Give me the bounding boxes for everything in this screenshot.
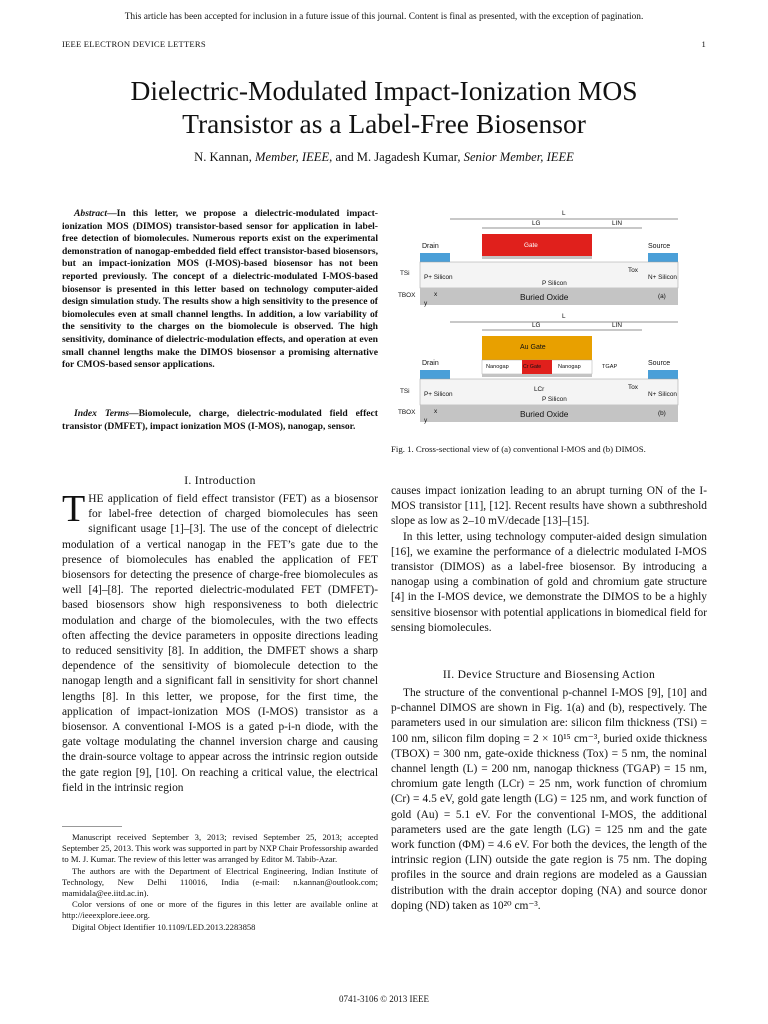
footnote-doi: Digital Object Identifier 10.1109/LED.2013.2283858 bbox=[72, 921, 256, 932]
paper-title bbox=[0, 74, 768, 140]
source-contact-b bbox=[648, 370, 678, 379]
label-n-plus-a: N+ Silicon bbox=[648, 274, 677, 281]
label-tbox-b: TBOX bbox=[398, 409, 416, 416]
label-au-gate-b: Au Gate bbox=[520, 344, 546, 351]
introduction-text bbox=[62, 488, 378, 796]
label-tgap-b: TGAP bbox=[602, 364, 618, 370]
section-2-text bbox=[391, 686, 707, 914]
label-axis-x-a: x bbox=[434, 291, 438, 298]
label-tsi-b: TSi bbox=[400, 388, 410, 395]
author-line bbox=[0, 150, 768, 165]
label-LIN-a: LIN bbox=[612, 220, 622, 227]
label-drain-a: Drain bbox=[422, 243, 439, 250]
label-tox-b: Tox bbox=[628, 384, 638, 391]
label-p-plus-a: P+ Silicon bbox=[424, 274, 453, 281]
label-n-plus-b: N+ Silicon bbox=[648, 391, 677, 398]
footnote-rule bbox=[62, 826, 122, 827]
label-tox-a: Tox bbox=[628, 267, 638, 274]
label-p-plus-b: P+ Silicon bbox=[424, 391, 453, 398]
label-nanogap-right-b: Nanogap bbox=[558, 364, 581, 370]
drain-contact-a bbox=[420, 253, 450, 262]
index-terms-label: Index Terms bbox=[74, 408, 129, 419]
index-terms-text: —Biomolecule, charge, dielectric-modulated field effect transistor (DMFET), impact ionization MOS (I-MOS), nanogap, sensor. bbox=[62, 408, 378, 432]
label-L-b: L bbox=[562, 313, 566, 320]
label-L-a: L bbox=[562, 210, 566, 217]
acceptance-notice: This article has been accepted for inclusion in a future issue of this journal. Content is final as presented, with the exception of pagination. bbox=[124, 12, 644, 22]
footnote-manuscript: Manuscript received September 3, 2013; revised September 25, 2013; accepted September 25, 2013. This work was supported in part by NXP Chair Professorship awarded to M. J. Kumar. The review of this letter was arranged by Editor M. Tabib-Azar. bbox=[62, 832, 378, 865]
label-LIN-b: LIN bbox=[612, 322, 622, 329]
label-p-si-a: P Silicon bbox=[542, 280, 567, 287]
abstract bbox=[62, 208, 378, 372]
index-terms bbox=[62, 408, 378, 433]
label-panel-b: (b) bbox=[658, 410, 666, 417]
label-nanogap-left-b: Nanogap bbox=[486, 364, 509, 370]
label-tbox-a: TBOX bbox=[398, 292, 416, 299]
label-buried-oxide-b: Buried Oxide bbox=[520, 409, 569, 419]
label-cr-gate-b: Cr Gate bbox=[523, 364, 542, 370]
journal-name: IEEE ELECTRON DEVICE LETTERS bbox=[62, 39, 206, 49]
right-para-2: In this letter, using technology computer-aided design simulation [16], we examine the performance of a dielectric modulated I-MOS transistor (DIMOS) as a label-free biosensor. By introducing a nanogap using a combination of gold and chromium gate structure [4] in the I-MOS device, we demonstrate the DIMOS to be a highly sensitive biosensor with potential applications in biomedical field for sensing biomolecules. bbox=[391, 530, 707, 634]
section-2-body: The structure of the conventional p-channel I-MOS [9], [10] and p-channel DIMOS are shown in Fig. 1(a) and (b), respectively. The parameters used in our simulation are: silicon film thickness (TSi) = 100 nm, silicon film doping = 2 × 10¹⁵ cm⁻³, buried oxide thickness (TBOX) = 300 nm, gate-oxide thickness (Tox) = 5 nm, the nominal channel length (L) = 200 nm, nanogap thickness (TGAP) = 15 nm, chromium gate length (LCr) = 25 nm, work function of chromium (Cr) = 4.5 eV, gold gate length (LG) = 125 nm, and work function of gold (Au) = 5.1 eV. For the conventional I-MOS, the additional parameters used are the gate length (LG) = 125 nm and the gate work function (ΦM) = 4.6 eV. For both the devices, the length of the intrinsic region (LIN) outside the gate region is 75 nm. The doping profiles in the source and drain regions are modeled as a Gaussian distribution with the drain acceptor doping (NA) and source donor doping (ND) taken as 10²⁰ cm⁻³. bbox=[391, 687, 707, 912]
author-mid: , and M. Jagadesh Kumar, bbox=[329, 150, 461, 164]
copyright-footer: 0741-3106 © 2013 IEEE bbox=[338, 994, 430, 1004]
right-column-intro bbox=[391, 484, 707, 636]
label-p-si-b: P Silicon bbox=[542, 396, 567, 403]
footnote-color: Color versions of one or more of the figures in this letter are available online at http://ieeexplore.ieee.org. bbox=[62, 899, 378, 921]
figure-caption: Fig. 1. Cross-sectional view of (a) conventional I-MOS and (b) DIMOS. bbox=[391, 444, 646, 454]
label-gate-a: Gate bbox=[524, 242, 538, 249]
label-tsi-a: TSi bbox=[400, 270, 410, 277]
label-axis-y-b: y bbox=[424, 417, 428, 424]
gate-oxide-b bbox=[482, 374, 592, 377]
author-1: N. Kannan, bbox=[194, 150, 252, 164]
gate-oxide-a bbox=[482, 256, 592, 259]
label-drain-b: Drain bbox=[422, 360, 439, 367]
right-para-1: causes impact ionization leading to an abrupt turning ON of the I-MOS transistor [11], [12]. Recent results have shown a subthreshold slope as low as 2–10 mV/decade [13]–[15]. bbox=[391, 485, 707, 528]
abstract-label: Abstract bbox=[74, 208, 108, 219]
page-number: 1 bbox=[701, 39, 706, 49]
label-source-b: Source bbox=[648, 360, 671, 367]
section-1-heading: I. Introduction bbox=[184, 474, 256, 487]
footnote bbox=[62, 832, 378, 933]
footnote-affiliation: The authors are with the Department of Electrical Engineering, Indian Institute of Technology, New Delhi 110016, India (e-mail: n.kannan@outlook.com; mamidala@ee.iitd.ac.in). bbox=[62, 865, 378, 899]
label-axis-x-b: x bbox=[434, 408, 438, 415]
label-panel-a: (a) bbox=[658, 293, 666, 300]
author-2-role: Senior Member, IEEE bbox=[463, 150, 574, 164]
intro-body: HE application of field effect transistor (FET) as a biosensor for label-free detection of charged biomolecules has seen significant usage [1]–[3]. The use of the concept of dielectric modulation of a vertical nanogap in the FET’s gate due to the presence of biomolecules has enabled the application of FET biosensors for detecting the presence of charge-free biomolecules as well [4]–[8]. The reported dielectric-modulated FET (DMFET)-based biosensors show high responsiveness to both dielectric modulation and charge of the biomolecules, with the two effects often affecting the device parameters in opposite directions leading to reduced sensitivity [8]. In addition, the DMFET shows a sharp dependence of the sensitivity of biomolecule detection to the nanogap length and a significant fall in sensitivity for short channel lengths [8]. In this letter, we propose, for the first time, the application of impact-ionization MOS (I-MOS) transistor as a biosensor. A conventional I-MOS is a gated p-i-n diode, with the gate voltage modulating the channel inversion charge and causing the drain-source voltage to appear across the intrinsic region outside the gate region [9], [10]. On reaching a critical value, the electrical field in the intrinsic region bbox=[62, 493, 378, 794]
author-1-role: Member, IEEE bbox=[255, 150, 330, 164]
label-axis-y-a: y bbox=[424, 300, 428, 307]
label-source-a: Source bbox=[648, 243, 671, 250]
section-2-heading: II. Device Structure and Biosensing Action bbox=[442, 668, 656, 681]
label-lcr-b: LCr bbox=[534, 386, 545, 393]
figure-1 bbox=[398, 210, 708, 430]
label-buried-oxide-a: Buried Oxide bbox=[520, 292, 569, 302]
drain-contact-b bbox=[420, 370, 450, 379]
label-LG-b: LG bbox=[532, 322, 541, 329]
source-contact-a bbox=[648, 253, 678, 262]
title-line-1: Dielectric-Modulated Impact-Ionization MOS bbox=[130, 75, 638, 106]
drop-cap: T bbox=[62, 488, 86, 530]
abstract-text: —In this letter, we propose a dielectric-modulated impact-ionization MOS (DIMOS) transistor-based sensor for application in label-free detection of biomolecules. Numerous reports exist on the experimental demonstration of nanogap-embedded field effect transistor-based biosensors, but an impact-ionization MOS (I-MOS)-based biosensor has not been reported previously. The concept of a dielectric-modulated I-MOS-based biosensor is presented in this letter based on technology computer-aided design simulation study. The results show a high sensitivity to the presence of biomolecules even at small channel lengths. In addition, a low variability of the sensitivity to the charges on the biomolecule is observed. The high sensitivity, dominance of dielectric-modulation effects, and operation at even small channel lengths make the DIMOS biosensor a promising alternative for CMOS-based sensor applications. bbox=[62, 208, 378, 371]
title-line-2: Transistor as a Label-Free Biosensor bbox=[182, 108, 586, 139]
label-LG-a: LG bbox=[532, 220, 541, 227]
running-header bbox=[62, 39, 706, 49]
